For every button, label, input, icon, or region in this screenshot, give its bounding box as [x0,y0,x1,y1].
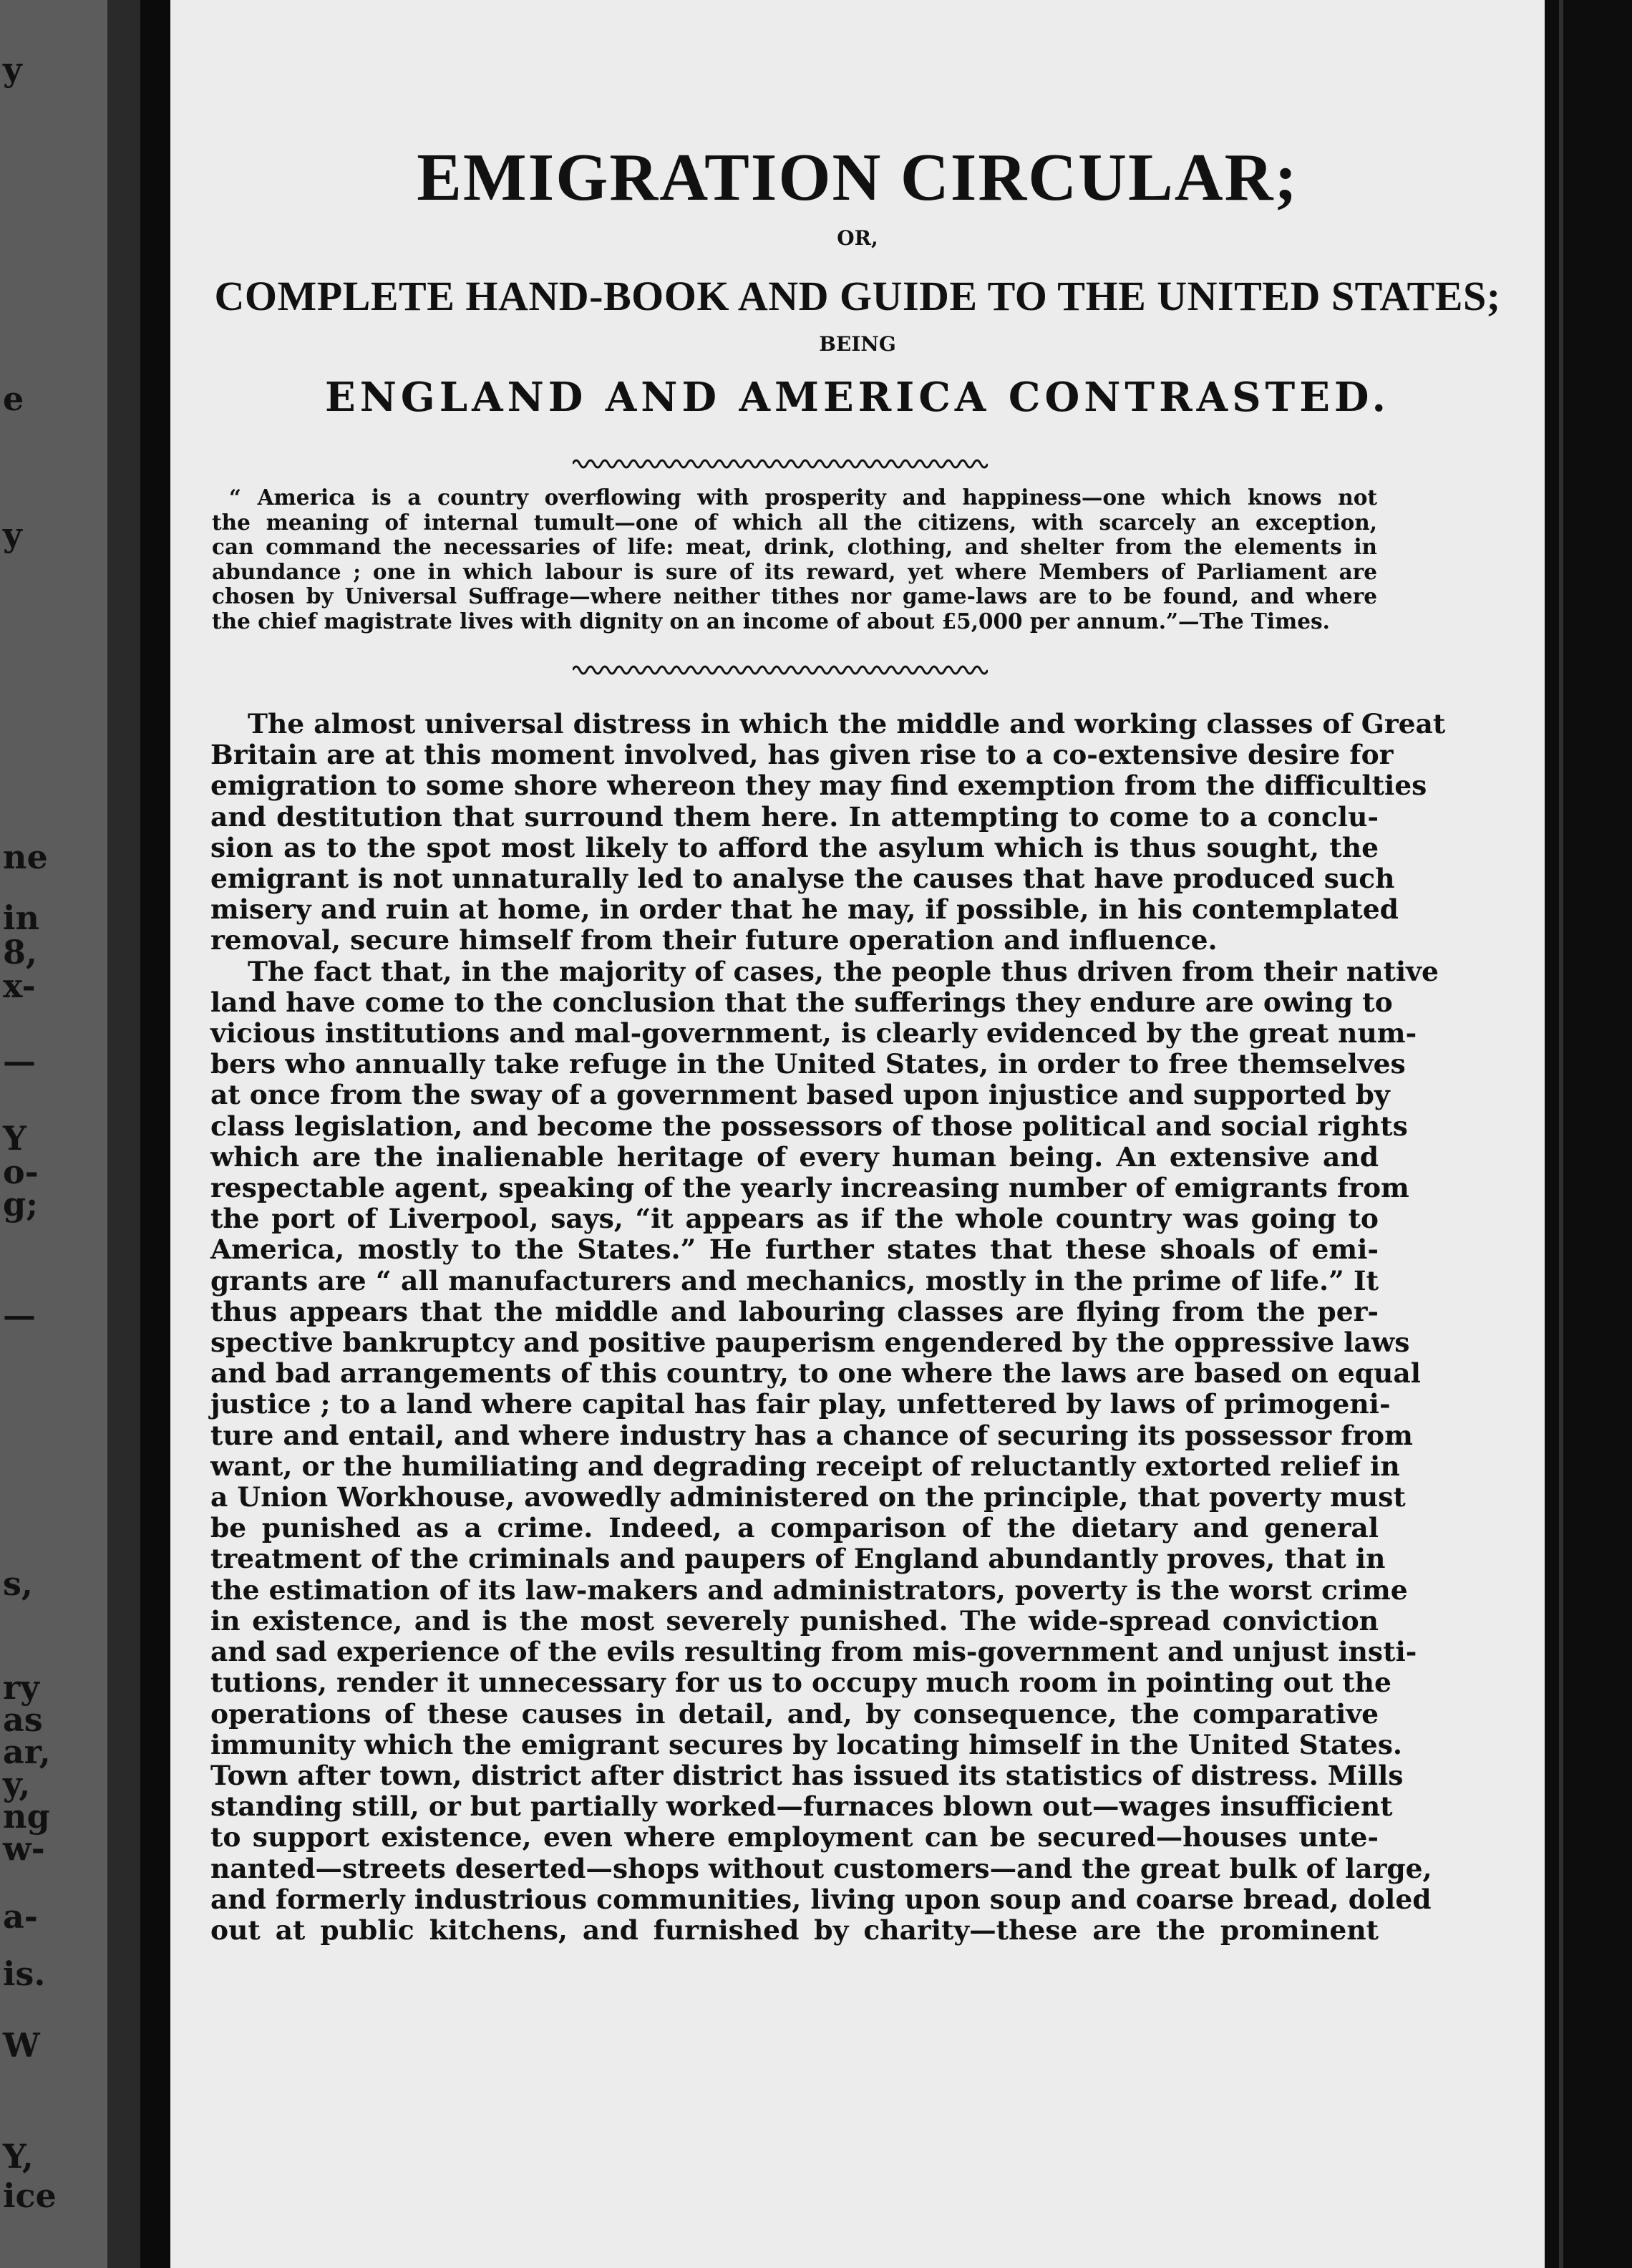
body-line: The fact that, in the majority of cases, the people thus driven from their native [248,955,1439,987]
left-page-fragment: o- [3,1153,39,1191]
body-line: want, or the humiliating and degrading receipt of reluctantly extorted relief in [210,1450,1400,1482]
left-page-fragment: y, [3,1765,31,1803]
body-line: immunity which the emigrant secures by locating himself in the United States. [210,1728,1402,1760]
body-line: The almost universal distress in which the middle and working classes of Great [248,708,1446,740]
left-page-fragment: e [3,379,24,418]
left-page-fragment: s, [3,1564,33,1603]
quote-line: abundance ; one in which labour is sure of its reward, yet where Members of Parliament are [212,558,1377,584]
top-wavy-rule [573,455,988,472]
body-line: vicious institutions and mal-government, is clearly evidenced by the great num- [210,1017,1417,1050]
left-page-fragment: as [3,1700,43,1739]
body-line: and destitution that surround them here. In attempting to come to a conclu- [210,800,1379,833]
body-line: respectable agent, speaking of the yearly increasing number of emigrants from [210,1172,1409,1204]
border-line [1559,0,1563,2268]
body-line: sion as to the spot most likely to afford the asylum which is thus sought, the [210,831,1379,863]
left-page-fragment: ry [3,1668,39,1707]
body-line: which are the inalienable heritage of every human being. An extensive and [210,1140,1379,1173]
quote-line: the meaning of internal tumult—one of which all the citizens, with scarcely an exception, [212,509,1377,535]
left-page-fragment: ne [3,838,48,876]
left-page-fragment: Y [3,1119,26,1158]
page-fold-shadow [107,0,140,2268]
left-page-fragment: — [3,1042,36,1080]
left-page-fragment: y [3,50,22,89]
body-line: the estimation of its law-makers and administrators, poverty is the worst crime [210,1574,1408,1606]
body-line: emigrant is not unnaturally led to analyse the causes that have produced such [210,863,1395,895]
left-page-fragment: ice [3,2176,57,2215]
body-line: emigration to some shore whereon they may find exemption from the difficulties [210,770,1427,802]
bottom-wavy-rule [573,662,988,679]
body-line: a Union Workhouse, avowedly administered on the principle, that poverty must [210,1481,1406,1513]
left-page-fragment: a- [3,1897,38,1936]
body-line: America, mostly to the States.” He further states that these shoals of emi- [210,1234,1379,1266]
quote-line: chosen by Universal Suffrage—where neither tithes nor game-laws are to be found, and where [212,583,1377,609]
left-page-fragment: x- [3,966,36,1005]
left-page-fragment: ng [3,1797,50,1836]
body-line: tutions, render it unnecessary for us to occupy much room in pointing out the [210,1667,1391,1699]
quote-line: can command the necessaries of life: meat, drink, clothing, and shelter from the elements in [212,534,1377,559]
left-page-fragment: y [3,515,22,554]
body-line: land have come to the conclusion that the sufferings they endure are owing to [210,986,1393,1018]
body-line: and bad arrangements of this country, to one where the laws are based on equal [210,1357,1421,1390]
left-page-fragment: g; [3,1185,39,1223]
body-line: be punished as a crime. Indeed, a comparison of the dietary and general [210,1512,1379,1544]
body-line: to support existence, even where employment can be secured—houses unte- [210,1821,1379,1853]
paragraph-2 [210,955,1439,1947]
body-line: justice ; to a land where capital has fair play, unfettered by laws of primogeni- [210,1388,1391,1420]
left-page-fragment: in [3,898,39,937]
left-page-fragment: W [3,2026,40,2065]
or-label: OR, [837,226,878,250]
body-line: the port of Liverpool, says, “it appears as if the whole country was going to [210,1203,1379,1235]
body-line: nanted—streets deserted—shops without customers—and the great bulk of large, [210,1852,1432,1884]
being-label: BEING [819,332,896,356]
body-line: class legislation, and become the possessors of those political and social rights [210,1110,1408,1142]
body-line: and sad experience of the evils resulting from mis-government and unjust insti- [210,1636,1417,1668]
body-line: Town after town, district after district has issued its statistics of distress. Mills [210,1759,1404,1791]
left-page-strip [0,0,140,2268]
body-line: spective bankruptcy and positive pauperism engendered by the oppressive laws [210,1327,1410,1359]
body-line: misery and ruin at home, in order that he may, if possible, in his contemplated [210,893,1399,926]
body-line: removal, secure himself from their future operation and influence. [210,924,1218,956]
quote-line: “ America is a country overflowing with prosperity and happiness—one which knows not [229,485,1377,510]
body-line: grants are “ all manufacturers and mechanics, mostly in the prime of life.” It [210,1264,1379,1297]
body-line: and formerly industrious communities, living upon soup and coarse bread, doled [210,1883,1432,1915]
body-line: thus appears that the middle and labouring classes are flying from the per- [210,1295,1379,1327]
body-line: in existence, and is the most severely punished. The wide-spread conviction [210,1604,1379,1637]
body-line: ture and entail, and where industry has a chance of securing its possessor from [210,1419,1413,1451]
left-page-fragment: Y, [3,2137,34,2176]
body-line: standing still, or but partially worked—furnaces blown out—wages insufficient [210,1790,1393,1823]
right-scan-border [1545,0,1632,2268]
left-page-fragment: — [3,1296,36,1334]
body-text [210,708,1446,1946]
document-title: EMIGRATION CIRCULAR; [417,140,1298,215]
document-subtitle-2: ENGLAND AND AMERICA CONTRASTED. [325,374,1390,421]
body-line: bers who annually take refuge in the United States, in order to free themselves [210,1048,1406,1080]
body-line: Britain are at this moment involved, has given rise to a co-extensive desire for [210,739,1394,771]
quote-line: the chief magistrate lives with dignity on an income of about £5,000 per annum.”—The Times. [212,608,1330,634]
body-line: at once from the sway of a government based upon injustice and supported by [210,1079,1390,1111]
body-line: operations of these causes in detail, and, by consequence, the comparative [210,1697,1379,1730]
paragraph-1 [210,708,1446,956]
left-page-fragment: is. [3,1954,46,1993]
body-line: treatment of the criminals and paupers of England abundantly proves, that in [210,1543,1386,1575]
left-page-fragment: w- [3,1829,45,1868]
body-line: out at public kitchens, and furnished by charity—these are the prominent [210,1914,1379,1946]
left-page-fragment: 8, [3,933,38,971]
left-page-fragment: ar, [3,1732,51,1771]
epigraph-quote [212,485,1377,634]
binding-gutter [140,0,170,2268]
document-subtitle: COMPLETE HAND-BOOK AND GUIDE TO THE UNITED STATES; [214,273,1501,319]
